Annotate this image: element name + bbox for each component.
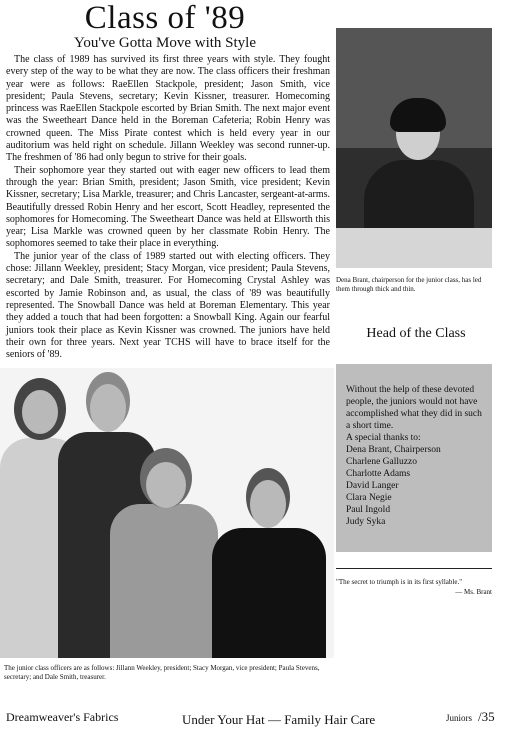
page-subtitle: You've Gotta Move with Style — [73, 35, 256, 51]
thanks-line: Judy Syka — [346, 517, 386, 527]
chairperson-photo — [336, 28, 492, 268]
story-paragraph: Their sophomore year they started out with eager new officers to lead them through the year: Brian Smith, president; Jason Smith, vice president; Kevin Kissner, secretary; Lisa Markle, treasurer; and Chris Lancaster, sergeant-at-arms. Beautifully dressed Robin Henry and her escort, Scott Headley, represented the sophomores for Homecoming. The Sweetheart Dance was held at Ellsworth this year; Lisa Markle was crowned queen by her classmate Robin Henry. The sophomores seemed to take their place in everything. — [6, 164, 330, 250]
story-paragraph: The junior year of the class of 1989 started out with electing officers. They chose: Jillann Weekley, president; Stacy Morgan, vice president; Paula Stevens, secretary; and Dale Smith, treasurer. For Homecoming Crystal Ashley was escorted by Jamie Robinson and, as usual, the class of '89 was beautifully represented. The Snowball Dance was held at Boreman Elementary. This year they added a touch that had been forgotten: a Snowball King. Again our fearful juniors took their place as Kevin Kissner was crowned. The juniors have held their own for three years. Next year TCHS will have to brace itself for the seniors of '89. — [6, 250, 330, 361]
thanks-line: David Langer — [346, 481, 399, 491]
story-paragraph: The class of 1989 has survived its first three years with style. They fought every step of the way to be what they are now. The class officers their freshman year were as follows: RaeEllen Stackpole, president; Jason Smith, vice president; Paula Stevens, secretary; Kevin Kissner, treasurer. Homecoming princess was RaeEllen Stackpole escorted by Brian Smith. The next major event was the Sweetheart Dance held in the Boreman Cafeteria; Robin Henry was crowned queen. The Miss Pirate contest which is held every year in our auditorium was held right on schedule. Jillann Weekley was second runner-up. The freshmen of '86 had only begun to strive for their goals. — [6, 54, 330, 164]
desk — [336, 228, 492, 268]
divider — [336, 568, 492, 569]
thanks-line: Charlotte Adams — [346, 469, 411, 479]
footer-ad-left: Dreamweaver's Fabrics — [6, 710, 119, 724]
page-title: Class of '89 — [84, 0, 246, 36]
sidebar-heading: Head of the Class — [366, 326, 466, 341]
thanks-line: Clara Negie — [346, 493, 392, 503]
thanks-line: A special thanks to: — [346, 433, 421, 443]
quote: "The secret to triumph is in its first syllable." — [336, 578, 463, 586]
chairperson-caption: Dena Brant, chairperson for the junior class, has led them through thick and thin. — [336, 276, 482, 293]
officers-photo — [0, 368, 334, 658]
page-number: /35 — [478, 709, 495, 724]
thanks-text — [346, 384, 486, 528]
page-section-label: Juniors — [446, 713, 473, 723]
officers-caption: The junior class officers are as follows: Jillann Weekley, president; Stacy Morgan, vice president; Paula Stevens, secretary; and Dale Smith, treasurer. — [4, 664, 320, 681]
thanks-intro: Without the help of these devoted people, the juniors would not have accomplished what they did in such a short time. — [346, 385, 482, 431]
footer-ad-center: Under Your Hat — Family Hair Care — [182, 712, 376, 727]
thanks-line: Paul Ingold — [346, 505, 391, 515]
thanks-line: Charlene Galluzzo — [346, 457, 417, 467]
quote-attribution: — Ms. Brant — [455, 588, 492, 596]
story-body — [6, 54, 330, 361]
thanks-line: Dena Brant, Chairperson — [346, 445, 441, 455]
